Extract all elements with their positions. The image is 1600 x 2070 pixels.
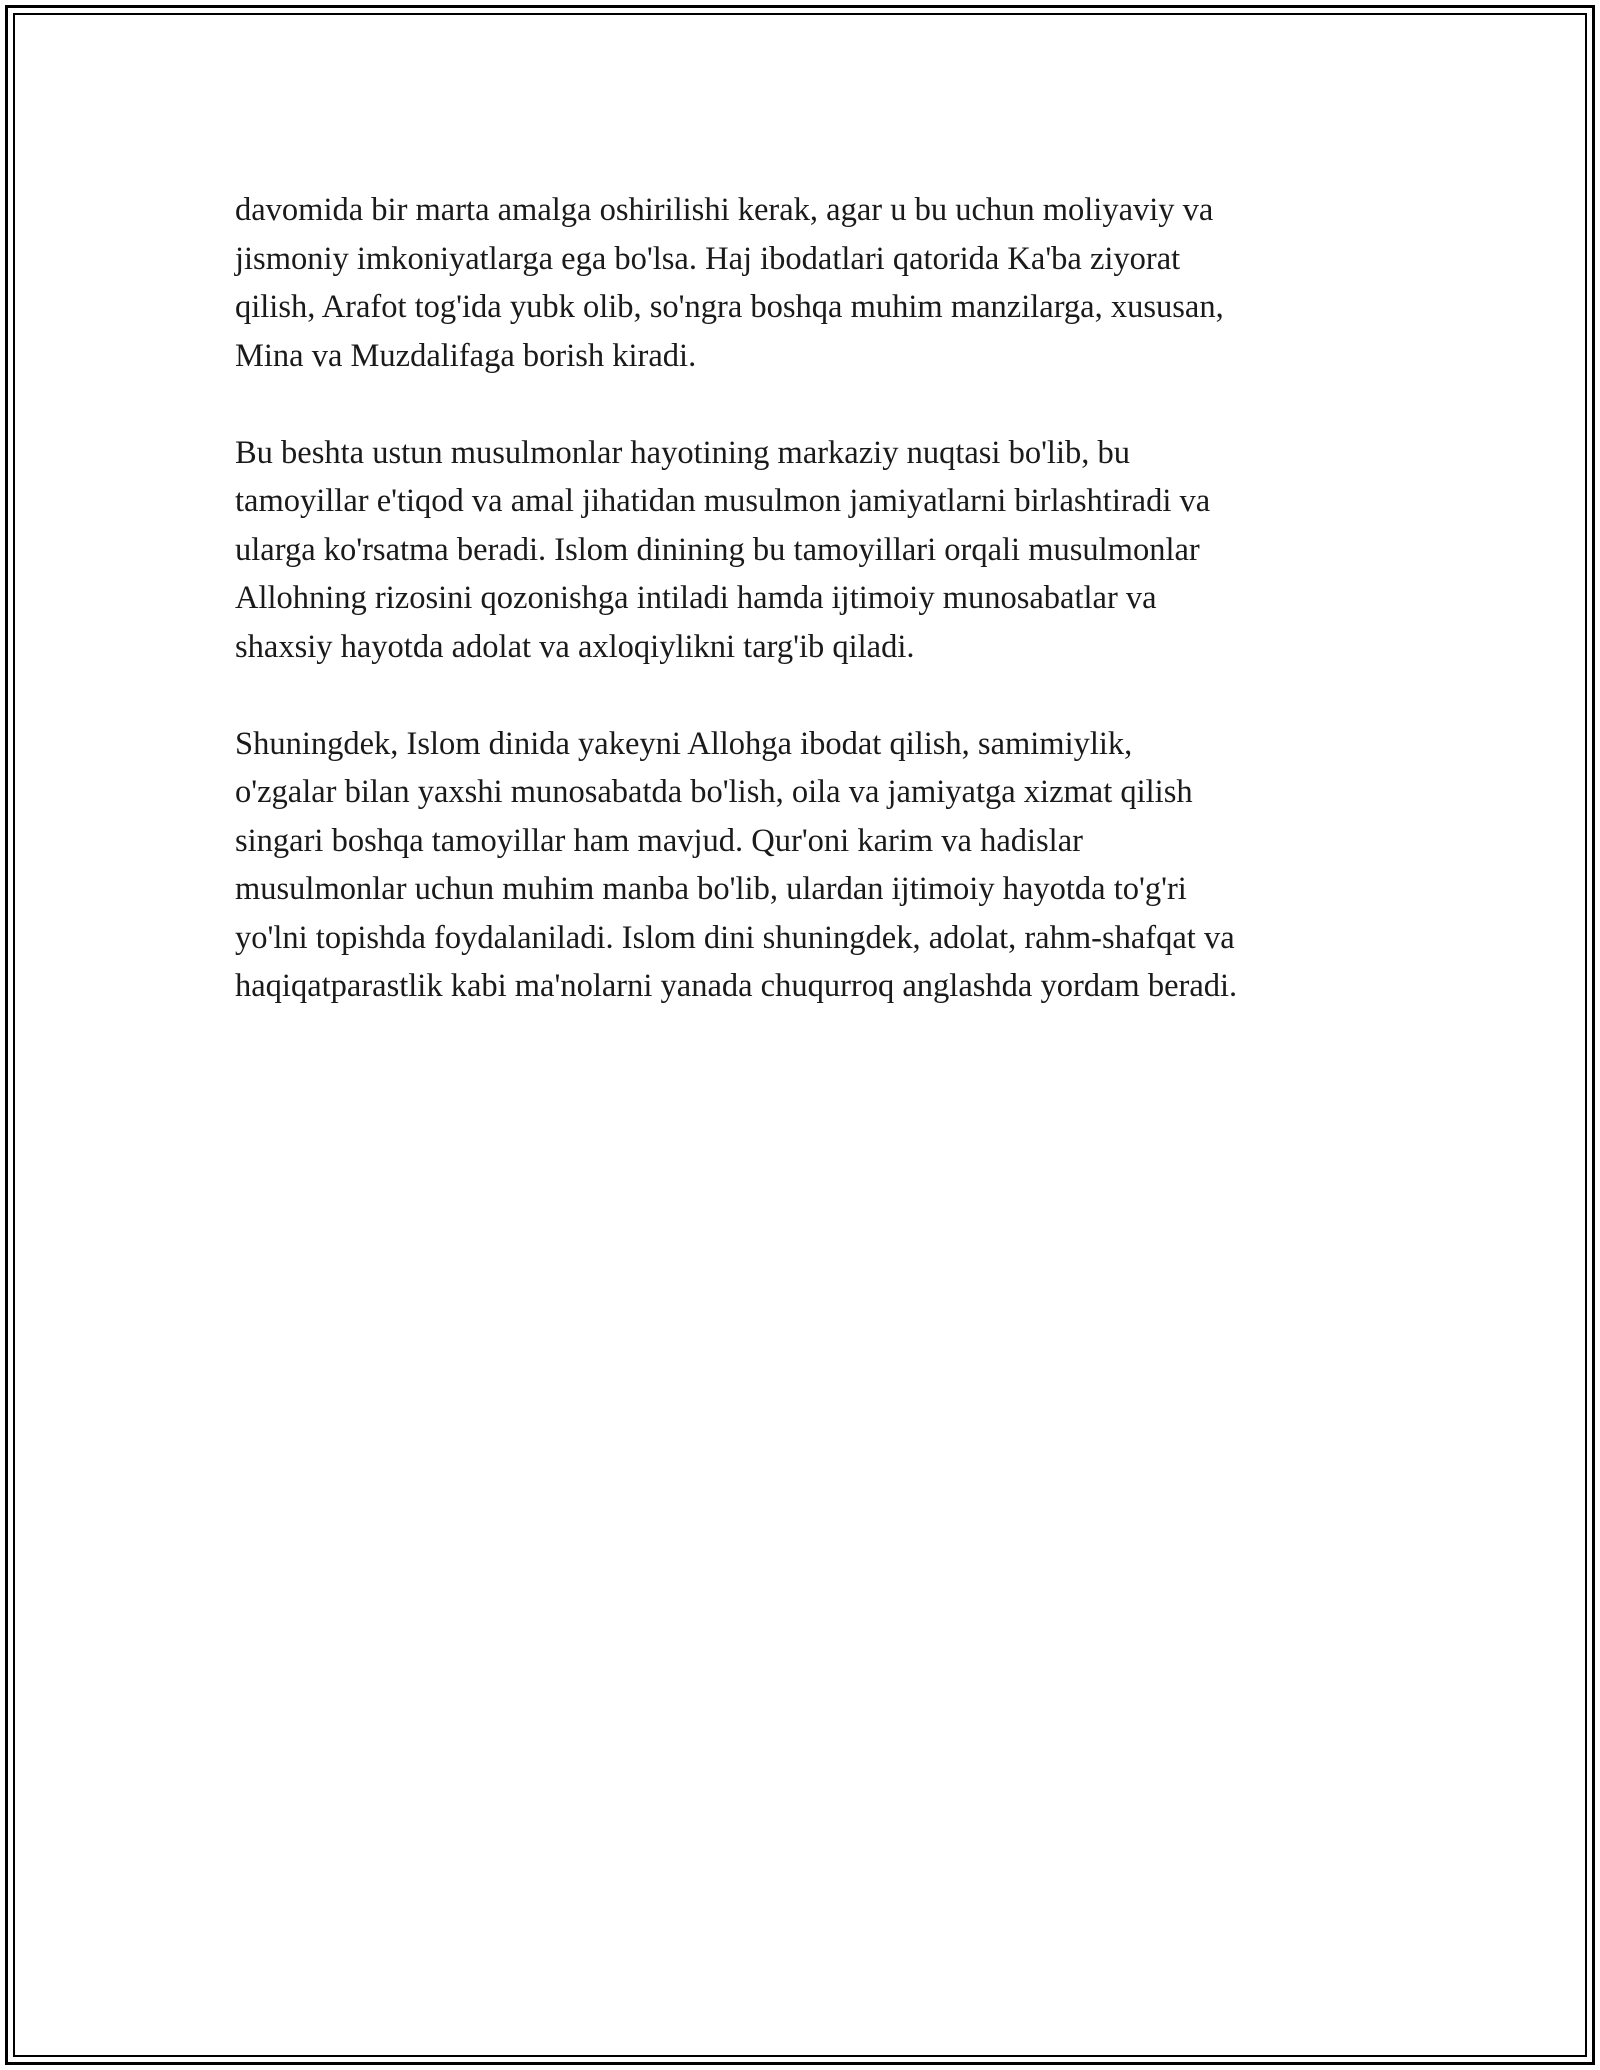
text-line: singari boshqa tamoyillar ham mavjud. Qur'oni karim va hadislar — [235, 822, 1083, 859]
paragraph — [235, 429, 1395, 672]
text-line: musulmonlar uchun muhim manba bo'lib, ulardan ijtimoiy hayotda to'g'ri — [235, 871, 1187, 907]
text-line: Shuningdek, Islom dinida yakeyni Allohga ibodat qilish, samimiylik, — [235, 725, 1133, 762]
paragraph — [235, 186, 1395, 380]
text-line: jismoniy imkoniyatlarga ega bo'lsa. Haj ibodatlari qatorida Ka'ba ziyorat — [235, 240, 1181, 277]
text-line: Mina va Muzdalifaga borish kiradi. — [235, 337, 697, 374]
paragraph-spacer — [235, 380, 1395, 429]
document-body — [235, 186, 1395, 1011]
text-line: o'zgalar bilan yaxshi munosabatda bo'lish, oila va jamiyatga xizmat qilish — [235, 774, 1193, 810]
text-line: yo'lni topishda foydalaniladi. Islom dini shuningdek, adolat, rahm-shafqat va — [235, 919, 1235, 956]
text-line: tamoyillar e'tiqod va amal jihatidan musulmon jamiyatlarni birlashtiradi va — [235, 483, 1211, 519]
text-line: Bu beshta ustun musulmonlar hayotining markaziy nuqtasi bo'lib, bu — [235, 434, 1130, 471]
text-line: qilish, Arafot tog'ida yubk olib, so'ngra boshqa muhim manzilarga, xususan, — [235, 289, 1224, 325]
text-line: haqiqatparastlik kabi ma'nolarni yanada chuqurroq anglashda yordam beradi. — [235, 968, 1238, 1004]
paragraph-spacer — [235, 671, 1395, 720]
text-line: ularga ko'rsatma beradi. Islom dinining bu tamoyillari orqali musulmonlar — [235, 531, 1200, 568]
text-line: davomida bir marta amalga oshirilishi kerak, agar u bu uchun moliyaviy va — [235, 192, 1214, 228]
text-line: shaxsiy hayotda adolat va axloqiylikni targ'ib qiladi. — [235, 628, 915, 665]
paragraph — [235, 720, 1395, 1011]
text-line: Allohning rizosini qozonishga intiladi hamda ijtimoiy munosabatlar va — [235, 580, 1157, 616]
